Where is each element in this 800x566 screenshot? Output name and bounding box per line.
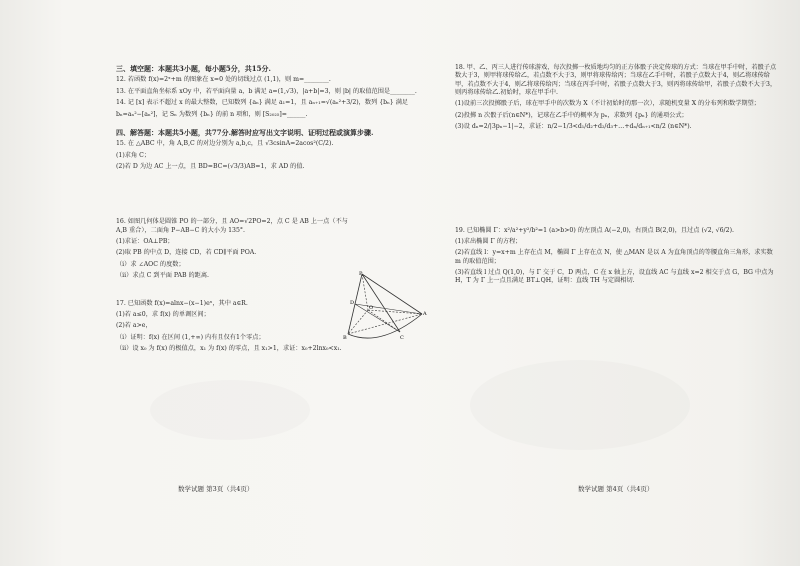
question-16-part2-i: （i）求 ∠AOC 的度数； [116,260,185,268]
label-B: B [343,335,347,341]
question-17-part1: (1)若 a≤0，求 f(x) 的单调区间； [116,310,210,318]
question-18: 18. 甲、乙、丙三人进行传球游戏，每次投掷一枚质地均匀的正方体骰子决定传球的方式：当球在甲手中时，若骰子点数大于3，则甲将球传给乙，若点数不大于3，则甲将球传给丙；当球在乙手中时，若骰子点数大于4，则乙将球传给甲，若点数不大于4，则乙将球传给丙；当球在丙手中时，若骰子点数大于3，则丙将球传给甲，若骰子点数不大于3，则丙将球传给乙.初始时，球在甲手中. [455,64,777,97]
question-15-part1: (1)求角 C； [116,151,151,159]
edge-DC [355,304,400,332]
question-19-part2: (2)若直线 l：y=x+m 上存在点 M，椭圆 Γ 上存在点 N，使 △MAN 是以 A 为直角顶点的等腰直角三角形，求实数 m 的取值范围； [455,249,773,265]
question-17: 17. 已知函数 f(x)=alnx−(x−1)eˣ，其中 a∈R. [116,299,248,307]
page-4-footer: 数学试题 第4页（共4页） [578,485,654,493]
label-A: A [423,311,427,317]
question-17-part2-i: （i）证明：f(x) 在区间 (1,+∞) 内有且仅有1个零点； [116,333,265,341]
edge-PC [362,274,400,332]
question-18-part2: (2)投掷 n 次骰子后(n∈N*)，记球在乙手中的概率为 pₙ，求数列 {pₙ} 的通项公式； [455,111,688,119]
question-14-line1: 14. 记 [x] 表示不超过 x 的最大整数，已知数列 {aₙ} 满足 a₁=1，且 aₙ₊₁=√(aₙ²+3/2)，数列 {bₙ} 满足 [116,99,409,107]
question-17-part2: (2)若 a>e， [116,322,152,330]
section-4-title: 四、解答题：本题共5小题，共77分.解答时应写出文字说明、证明过程或演算步骤. [116,127,374,137]
edge-DA [355,304,422,314]
question-17-part2-ii: （ii）设 x₀ 为 f(x) 的极值点，x₁ 为 f(x) 的零点，且 x₁>1，求证：x₀+2lnx₀<x₁. [116,344,342,352]
question-16-part2-ii: （ii）求点 C 到平面 PAB 的距离. [116,272,210,280]
question-16: 16. 如图几何体是圆锥 PO 的一部分，且 AO=√2PO=2，点 C 是 AB 上一点（不与 A,B 重合），二面角 P−AB−C 的大小为 135°. [116,218,348,234]
question-18-part1: (1)设前三次投掷骰子后，球在甲手中的次数为 X（不计初始时的那一次），求随机变量 X 的分布列和数学期望； [455,100,760,108]
question-15: 15. 在 △ABC 中，角 A,B,C 的对边分别为 a,b,c，且 √3csinA=2acos²(C/2). [116,140,334,148]
question-14-line2: bₙ=aₙ²−[aₙ²]，记 Sₙ 为数列 {bₙ} 的前 n 项和，则 [S₂₀₂₅]=______. [116,110,308,118]
question-12: 12. 若函数 f(x)=2ˣ+m 的图象在 x=0 处的切线过点 (1,1)，则 m=________. [116,76,331,84]
question-18-part3: (3)设 dₙ=2/|3pₙ−1|−2，求证：n/2−1/3<d₁/d₂+d₂/d₃+…+dₙ/dₙ₊₁<n/2 (n∈N*). [455,123,692,131]
question-19: 19. 已知椭圆 Γ：x²/a²+y²/b²=1 (a>b>0) 的左顶点 A(−2,0)，右顶点 B(2,0)，且过点 (√2, √6/2). [455,226,734,234]
cone-figure [340,270,430,345]
edge-PO [362,274,368,310]
label-P: P [359,271,363,277]
page-3-footer: 数学试题 第3页（共4页） [178,485,254,493]
edge-OA [368,310,422,314]
label-D: D [350,300,355,306]
question-16-part2: (2)取 PB 的中点 D，连接 CD，若 CD∥平面 POA. [116,249,257,257]
print-smudge [470,360,690,450]
label-C: C [400,335,404,341]
page-4 [455,64,777,289]
arc-AB [348,314,422,338]
question-15-part2: (2)若 D 为边 AC 上一点，且 BD=BC=(√3/3)AB=1，求 AD 的值. [116,163,305,171]
label-O: O [369,305,374,311]
question-16-part1: (1)求证：OA⊥PB； [116,238,174,246]
section-3-title: 三、填空题：本题共3小题，每小题5分，共15分. [116,64,271,73]
edge-AB [348,314,422,334]
print-smudge [150,380,310,440]
question-13: 13. 在平面直角坐标系 xOy 中，若平面向量 a，b 满足 a=(1,√3)，|a+b|=3，则 |b| 的取值范围是________. [116,87,417,95]
question-19-part3: (3)若直线 l 过点 Q(1,0)，与 Γ 交于 C，D 两点，C 在 x 轴上方，设直线 AC 与直线 x=2 相交于点 G，BG 中点为 H，T 为 Γ 上一点且满足 BT⊥QH，证明：直线 TH 与定圆相切. [455,268,774,285]
question-19-part1: (1)求出椭圆 Γ 的方程； [455,237,522,245]
